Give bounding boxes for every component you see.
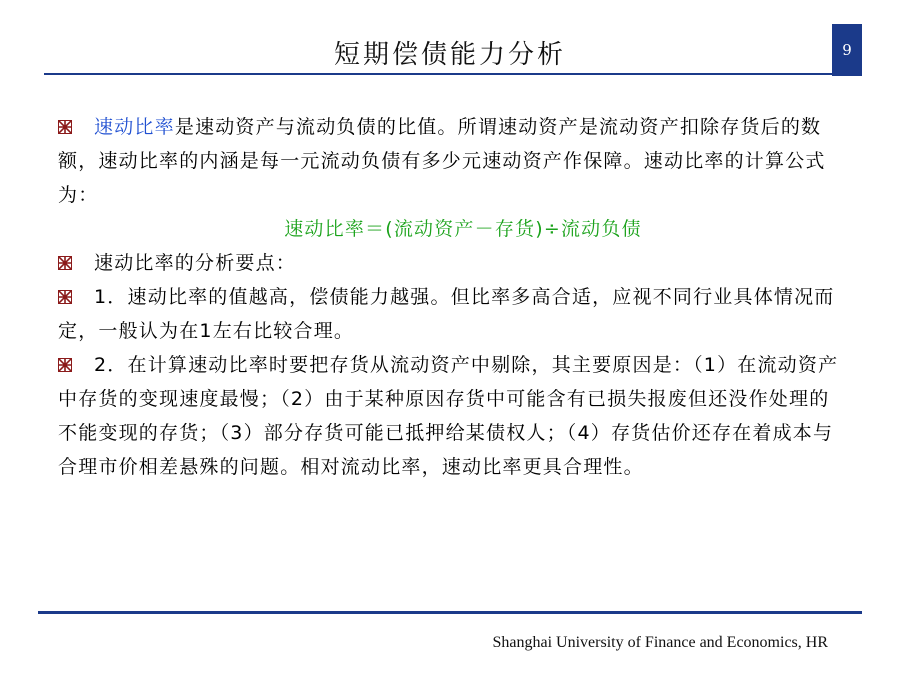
- hatched-square-bullet-icon: [58, 358, 72, 372]
- term-quick-ratio: 速动比率: [94, 116, 175, 138]
- paragraph-point-2: [58, 348, 848, 484]
- slide-content: [58, 110, 848, 484]
- formula-line: 速动比率＝(流动资产－存货)÷流动负债: [284, 218, 642, 240]
- page-number-badge: 9: [832, 24, 862, 76]
- paragraph-definition: [58, 110, 848, 212]
- footer-divider: [38, 611, 862, 614]
- point-2-text: 2．在计算速动比率时要把存货从流动资产中剔除，其主要原因是：（1）在流动资产中存货的变现速度最慢；（2）由于某种原因存货中可能含有已损失报废但还没作处理的不能变现的存货；（3）部分存货可能已抵押给某债权人；（4）存货估价还存在着成本与合理市价相差悬殊的问题。相对流动比率，速动比率更具合理性。: [58, 354, 839, 478]
- hatched-square-bullet-icon: [58, 290, 72, 304]
- definition-text: 是速动资产与流动负债的比值。所谓速动资产是流动资产扣除存货后的数额，速动比率的内涵是每一元流动负债有多少元速动资产作保障。速动比率的计算公式为：: [58, 116, 826, 206]
- hatched-square-bullet-icon: [58, 256, 72, 270]
- footer-text: Shanghai University of Finance and Economics, HR: [492, 634, 828, 651]
- paragraph-analysis-points: [58, 246, 848, 280]
- hatched-square-bullet-icon: [58, 120, 72, 134]
- analysis-heading-text: 速动比率的分析要点：: [94, 252, 297, 274]
- title-divider: [44, 73, 834, 75]
- paragraph-point-1: [58, 280, 848, 348]
- point-1-text: 1．速动比率的值越高，偿债能力越强。但比率多高合适，应视不同行业具体情况而定，一般认为在1左右比较合理。: [58, 286, 835, 342]
- slide-title: 短期偿债能力分析: [333, 40, 566, 70]
